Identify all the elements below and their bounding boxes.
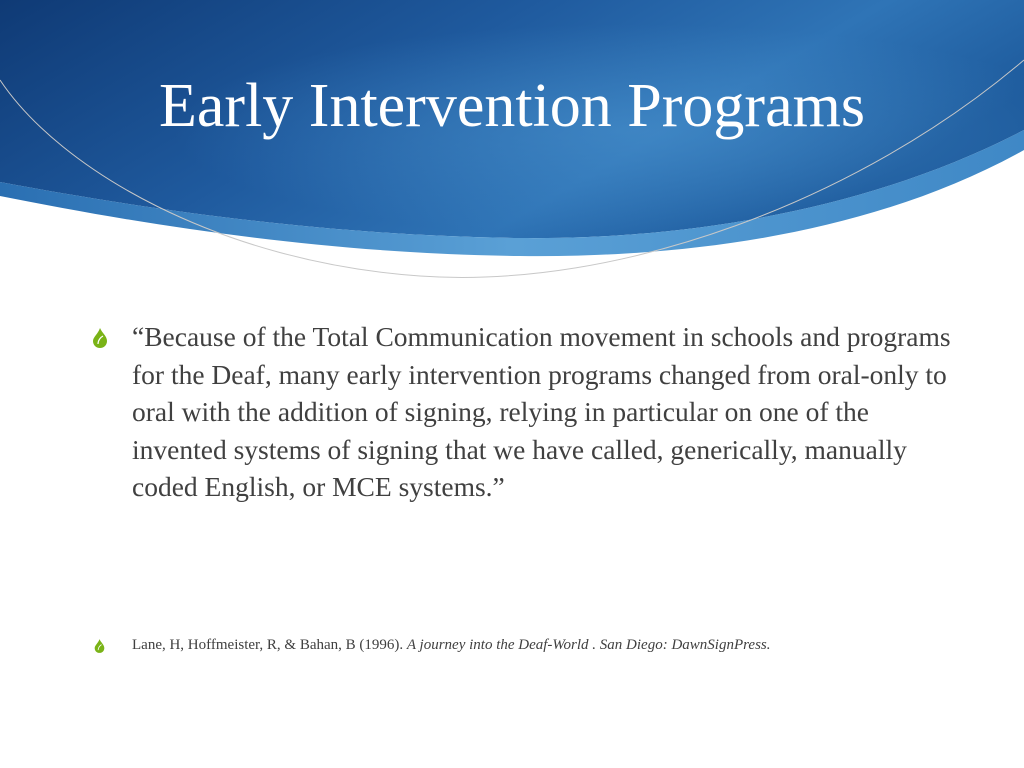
- quote-text: “Because of the Total Communication movement in schools and programs for the Deaf, many early intervention programs changed from oral-only to oral with the addition of signing, relying in particular on one of the invented systems of signing that we have called, generically, manually coded English, or MCE systems.”: [132, 321, 951, 503]
- slide-title: Early Intervention Programs: [159, 72, 865, 140]
- leaf-bullet-icon: [92, 328, 108, 348]
- reference-authors: Lane, H, Hoffmeister, R, & Bahan, B (1996).: [132, 637, 407, 653]
- reference-title: A journey into the Deaf-World . San Diego: DawnSignPress.: [406, 637, 771, 653]
- leaf-bullet-icon: [94, 639, 105, 653]
- header-swoosh-background: [0, 0, 1024, 300]
- reference-citation: [132, 634, 992, 656]
